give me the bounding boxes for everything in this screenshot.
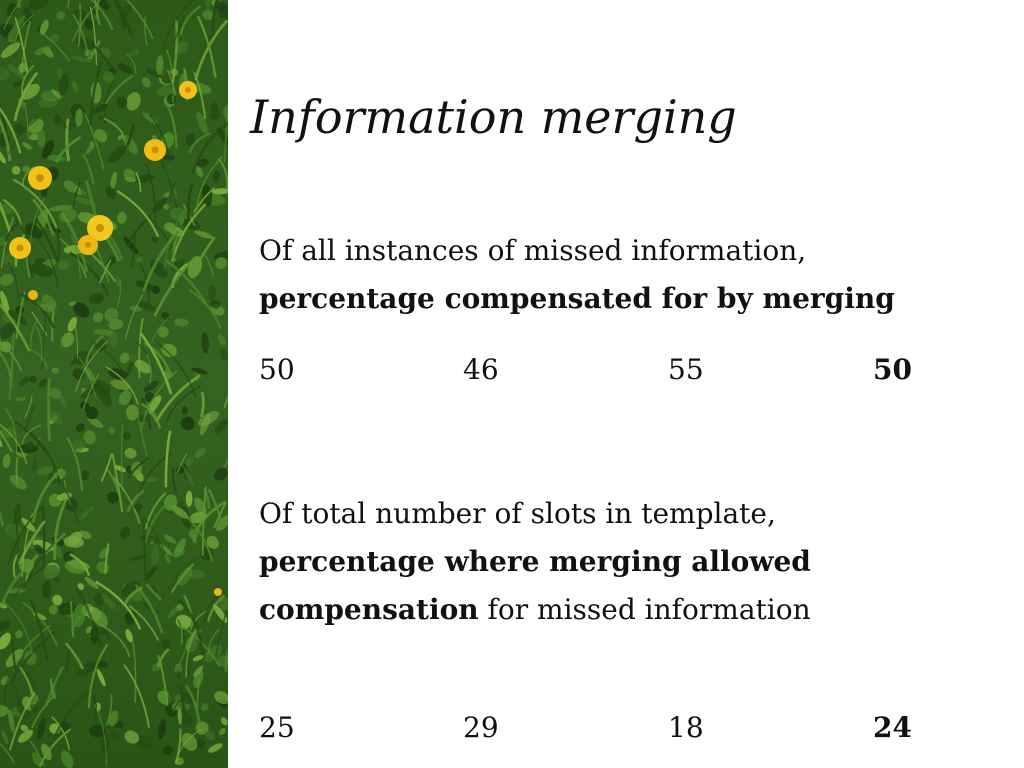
flower <box>78 235 98 255</box>
slide-title: Information merging <box>250 90 737 144</box>
section-1-value: 46 <box>463 353 499 386</box>
section-2-value: 18 <box>668 711 704 744</box>
section-2-line-3-rest: for missed information <box>478 593 811 626</box>
section-2-line-3-bold: compensation <box>259 593 479 626</box>
flower <box>28 166 52 190</box>
flower <box>179 81 197 99</box>
section-1-value: 55 <box>668 353 704 386</box>
flower <box>9 237 31 259</box>
section-2-values <box>259 710 999 746</box>
section-1-line-2: percentage compensated for by merging <box>259 282 895 315</box>
section-1-description <box>259 227 999 323</box>
grass-flowers-image <box>0 0 228 768</box>
flower <box>144 139 166 161</box>
grass-photo-panel <box>0 0 228 768</box>
section-2-value: 29 <box>463 711 499 744</box>
section-1-line-1: Of all instances of missed information, <box>259 234 807 267</box>
grass-blade <box>48 378 49 441</box>
section-2-line-1: Of total number of slots in template, <box>259 497 776 530</box>
section-1-value: 50 <box>259 353 295 386</box>
section-1-value-total: 50 <box>873 353 912 386</box>
flower <box>28 290 38 300</box>
section-2-value-total: 24 <box>873 711 912 744</box>
section-1-values <box>259 352 999 388</box>
flower <box>214 588 222 596</box>
section-2-line-2: percentage where merging allowed <box>259 545 811 578</box>
section-2-line-3 <box>259 586 999 634</box>
leaf <box>176 671 181 679</box>
section-2-description <box>259 490 999 634</box>
section-2-value: 25 <box>259 711 295 744</box>
